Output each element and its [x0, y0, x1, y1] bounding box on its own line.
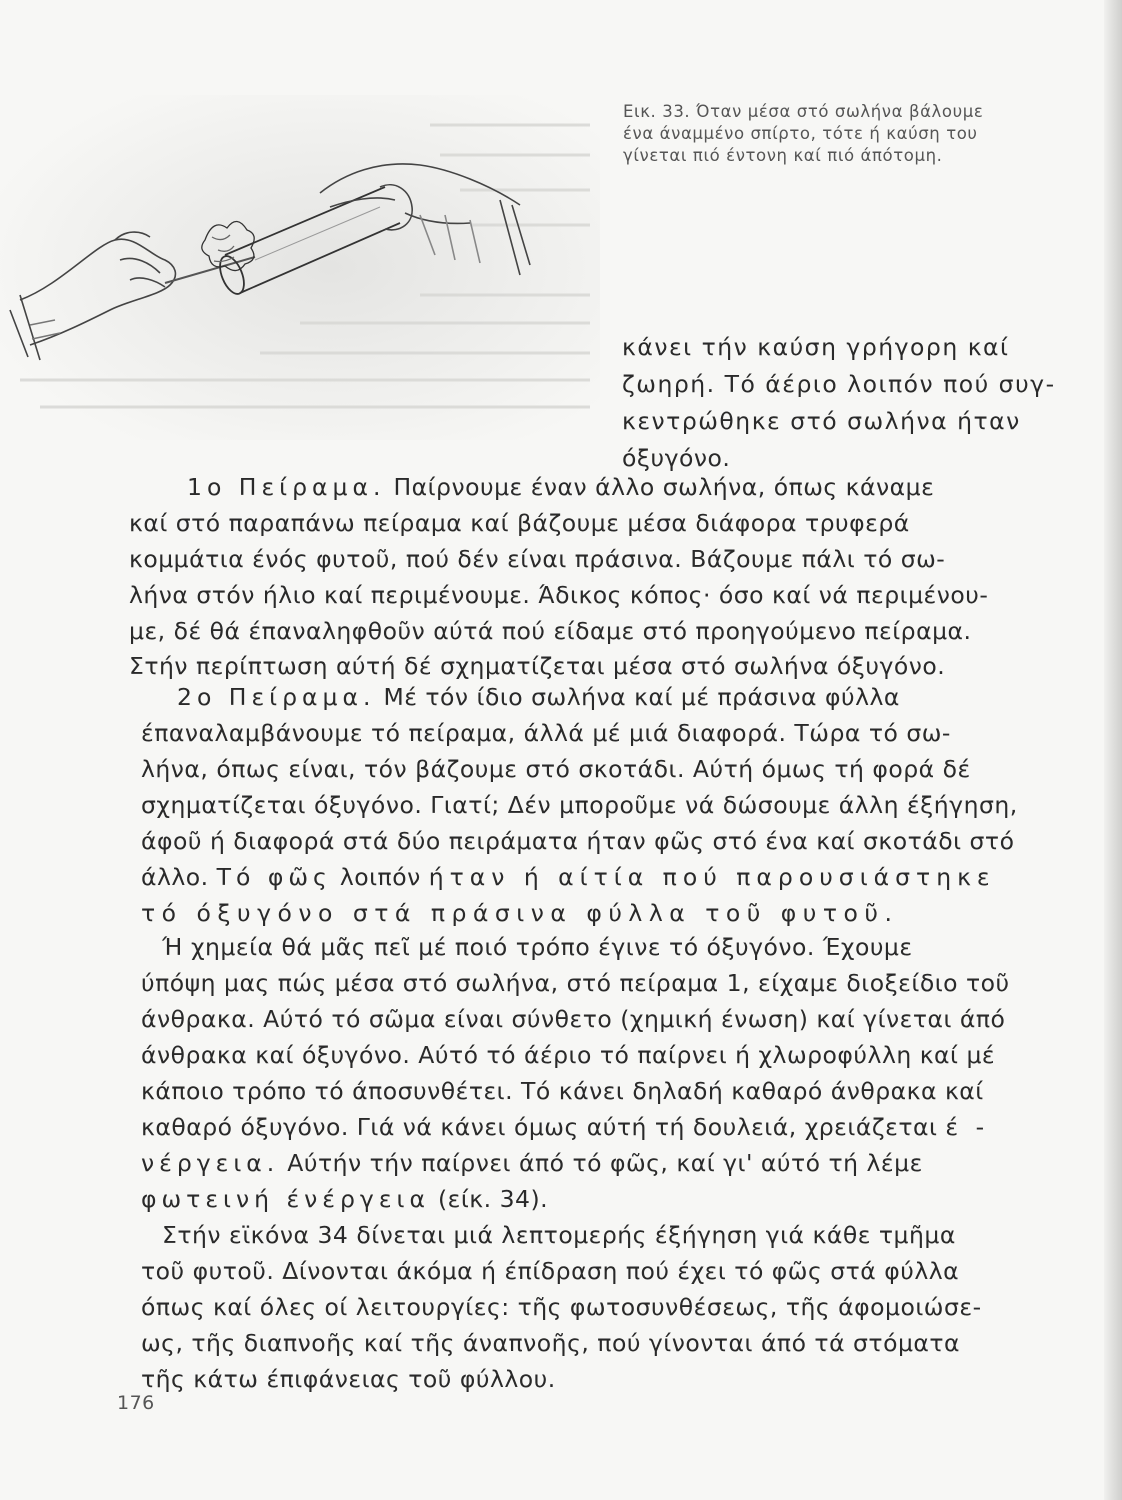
page-number: 176 — [117, 1392, 155, 1414]
light-energy-line — [141, 1185, 548, 1213]
emphasized-span: ήταν ή αίτία πού παρουσιάστηκε — [428, 863, 996, 891]
text-line: Ή χημεία θά μᾶς πεῖ μέ ποιό τρόπο έγινε τό όξυγόνο. Έχουμε — [162, 933, 913, 961]
page-edge-shadow — [1104, 0, 1122, 1500]
text-line: ύπόψη μας πώς μέσα στό σωλήνα, στό πείραμα 1, είχαμε διοξείδιο τοῦ — [141, 969, 1010, 997]
text-line: Στήν εϊκόνα 34 δίνεται μιά λεπτομερής έξήγηση γιά κάθε τμῆμα — [162, 1221, 956, 1249]
text-line: με, δέ θά έπαναληφθοῦν αύτά πού είδαμε στό προηγούμενο πείραμα. — [129, 617, 972, 645]
text-line: λήνα, όπως είναι, τόν βάζουμε στό σκοτάδι. Αύτή όμως τή φορά δέ — [141, 755, 971, 783]
text-line: σχηματίζεται όξυγόνο. Γιατί; Δέν μποροῦμε νά δώσουμε άλλη έξήγηση, — [141, 791, 1018, 819]
experiment-1-paragraph-start — [187, 473, 934, 501]
emphasized-span: έ - — [945, 1113, 990, 1141]
experiment-2-paragraph-start — [177, 683, 900, 711]
text-line: άνθρακα καί όξυγόνο. Αύτό τό άέριο τό παίρνει ή χλωροφύλλη καί μέ — [141, 1041, 996, 1069]
text-line: κεντρώθηκε στό σωλήνα ήταν — [622, 407, 1021, 435]
emphasized-span: Τό φῶς — [216, 863, 332, 891]
text-span: λοιπόν — [339, 863, 421, 891]
text-line: άφοῦ ή διαφορά στά δύο πειράματα ήταν φῶς στό ένα καί σκοτάδι στό — [141, 827, 1015, 855]
text-line: όξυγόνο. — [622, 444, 731, 472]
text-line: τῆς κάτω έπιφάνειας τοῦ φύλλου. — [141, 1365, 556, 1393]
text-span: καθαρό όξυγόνο. Γιά νά κάνει όμως αύτή τή δουλειά, χρειάζεται — [141, 1113, 938, 1141]
text-line: όπως καί όλες οί λειτουργίες: τῆς φωτοσυνθέσεως, τῆς άφομοιώσε- — [141, 1293, 982, 1321]
text-line: κομμάτια ένός φυτοῦ, πού δέν είναι πράσινα. Βάζουμε πάλι τό σω- — [129, 545, 946, 573]
energy-line — [141, 1113, 989, 1141]
emphasized-sentence-line — [141, 863, 996, 891]
figure-caption — [623, 101, 1083, 167]
text-span: (είκ. 34). — [437, 1185, 549, 1213]
caption-line: γίνεται πιό έντονη καί πιό άπότομη. — [623, 146, 943, 165]
text-line: κάνει τήν καύση γρήγορη καί — [622, 333, 1010, 361]
caption-line: ένα άναμμένο σπίρτο, τότε ή καύση του — [623, 124, 978, 143]
text-span: Αύτήν τήν παίρνει άπό τό φῶς, καί γι' αύτό τή λέμε — [287, 1149, 923, 1177]
emphasized-span: φωτεινή ένέργεια — [141, 1185, 430, 1213]
emphasized-line: τό όξυγόνο στά πράσινα φύλλα τοῦ φυτοῦ. — [141, 899, 899, 927]
text-line: κάποιο τρόπο τό άποσυνθέτει. Τό κάνει δηλαδή καθαρό άνθρακα καί — [141, 1077, 984, 1105]
tube-experiment-illustration — [0, 95, 600, 440]
text-line: τοῦ φυτοῦ. Δίνονται άκόμα ή έπίδραση πού έχει τό φῶς στά φύλλα — [141, 1257, 960, 1285]
emphasized-span: νέργεια. — [141, 1149, 280, 1177]
text-span: Παίρνουμε έναν άλλο σωλήνα, όπως κάναμε — [393, 473, 935, 501]
text-span: Μέ τόν ίδιο σωλήνα καί μέ πράσινα φύλλα — [383, 683, 900, 711]
text-line: ζωηρή. Τό άέριο λοιπόν πού συγ- — [622, 370, 1056, 398]
text-line: καί στό παραπάνω πείραμα καί βάζουμε μέσα διάφορα τρυφερά — [129, 509, 910, 537]
text-line: λήνα στόν ήλιο καί περιμένουμε. Άδικος κόπος· όσο καί νά περιμένου- — [129, 581, 989, 609]
text-line: Στήν περίπτωση αύτή δέ σχηματίζεται μέσα στό σωλήνα όξυγόνο. — [129, 652, 946, 680]
energy-continuation-line — [141, 1149, 923, 1177]
text-line: έπαναλαμβάνουμε τό πείραμα, άλλά μέ μιά διαφορά. Τώρα τό σω- — [141, 719, 951, 747]
experiment-1-heading: 1ο Πείραμα. — [187, 473, 386, 501]
text-line: ως, τῆς διαπνοῆς καί τῆς άναπνοῆς, πού γίνονται άπό τά στόματα — [141, 1329, 961, 1357]
caption-line: Εικ. 33. Όταν μέσα στό σωλήνα βάλουμε — [623, 102, 984, 121]
experiment-2-heading: 2ο Πείραμα. — [177, 683, 376, 711]
text-line: άνθρακα. Αύτό τό σῶμα είναι σύνθετο (χημική ένωση) καί γίνεται άπό — [141, 1005, 1006, 1033]
text-span: άλλο. — [141, 863, 209, 891]
